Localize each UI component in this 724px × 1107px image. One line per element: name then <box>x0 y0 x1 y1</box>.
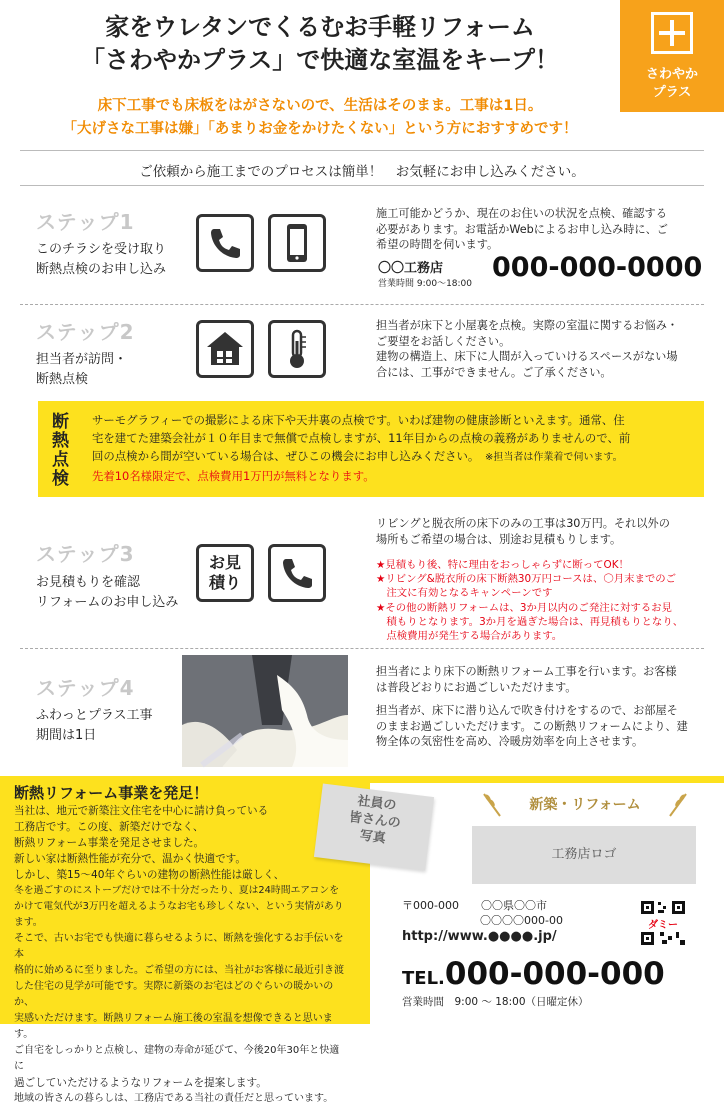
plus-icon <box>651 12 693 54</box>
phone-icon <box>196 214 254 272</box>
footer-business-hours: 営業時間 9:00 ～ 18:00（日曜定休） <box>402 996 589 1008</box>
business-banner: 新築・リフォーム <box>529 797 641 813</box>
thermometer-icon <box>268 320 326 378</box>
step-4-text-line: 担当者が、床下に潜り込んで吹き付けをするので、お部屋そ <box>376 704 678 717</box>
inspection-text: サーモグラフィーでの撮影による床下や天井裏の点検です。いわば建物の健康診断といえます。通常、住 宅を建てた建築会社が１０年目まで無償で点検しますが、11年目からの点検の義務がありませんので、前 回の点検から間が空いている場合は、ぜひこの機会にお申し込みください。 ※担当者は作業着で伺います。 先着10名様限定で、点検費用1万円が無料となります。 <box>92 411 696 485</box>
step-2-desc-line-2: 断熱点検 <box>36 372 89 387</box>
step-1-text-line: 希望の時間を伺います。 <box>376 238 499 251</box>
step-2-text-line: 担当者が床下と小屋裏を点検。実際の室温に関するお悩み・ <box>376 319 679 332</box>
subheadline-line-1: 床下工事でも床板をはがさないので、生活はそのまま。工事は1日。 <box>97 98 543 114</box>
company-section-title: 断熱リフォーム事業を発足！ <box>14 784 209 802</box>
qr-dummy-label: ダミー <box>640 916 686 931</box>
step-1-desc-line-2: 断熱点検のお申し込み <box>36 262 167 277</box>
step-3-title: ステップ3 <box>36 542 135 566</box>
step-4-text-line: 物全体の気密性を高め、冷暖房効率を向上させます。 <box>376 735 644 748</box>
phone-icon <box>268 544 326 602</box>
wheat-icon <box>666 790 690 818</box>
step-4-text-line: は普段どおりにお過ごしいただけます。 <box>376 680 577 694</box>
inspection-note: ※担当者は作業着で伺います。 <box>485 452 623 463</box>
website-link[interactable]: http://www.●●●●.jp/ <box>402 929 557 944</box>
step-3-note: 注文に有効となるキャンペーンです <box>376 587 553 600</box>
step-4-title: ステップ4 <box>36 676 135 700</box>
step-2-text-line: ご要望をお話しください。 <box>376 334 511 348</box>
step-3-note: 点検費用が発生する場合があります。 <box>376 630 563 643</box>
step-3-note: 積もりとなります。3か月を過ぎた場合は、再見積もりとなり、 <box>376 615 684 628</box>
main-phone[interactable]: TEL.000-000-000 <box>402 956 665 992</box>
step-4-desc-line-2: 期間は1日 <box>36 728 97 743</box>
spray-foam-photo <box>182 655 348 767</box>
step-4-desc-line-1: ふわっとプラス工事 <box>36 708 153 723</box>
step-3-desc-line-1: お見積もりを確認 <box>36 575 141 590</box>
address: 〒000-000 〇〇県〇〇市 〇〇〇〇000-00 <box>402 899 563 927</box>
estimate-icon: お見 積り <box>196 544 254 602</box>
inspection-offer: 先着10名様限定で、点検費用1万円が無料となります。 <box>92 469 375 483</box>
divider <box>20 648 704 649</box>
step-1-text-line: 必要があります。お電話かWebによるお申し込み時に、ご <box>376 222 668 236</box>
step-1-desc-line-1: このチラシを受け取り <box>36 242 167 257</box>
headline-line-1: 家をウレタンでくるむお手軽リフォーム <box>105 13 535 41</box>
step-3-desc-line-2: リフォームのお申し込み <box>36 595 179 610</box>
business-hours: 営業時間 9:00～18:00 <box>378 279 473 289</box>
step-4-text-line: 担当者により床下の断熱リフォーム工事を行います。お客様 <box>376 665 677 678</box>
step-2-text-line: 建物の構造上、床下に人間が入っていけるスペースがない場 <box>376 350 678 363</box>
qr-code[interactable] <box>640 900 686 946</box>
step-2-title: ステップ2 <box>36 320 135 344</box>
house-icon <box>196 320 254 378</box>
company-logo-placeholder: 工務店ロゴ <box>472 826 696 884</box>
step-3-text-line: 場所もご希望の場合は、別途お見積もりします。 <box>376 532 622 546</box>
step-3-text-line: リビングと脱衣所の床下のみの工事は30万円。それ以外の <box>376 517 670 530</box>
headline-line-2: 「さわやかプラス」で快適な室温をキープ！ <box>80 46 560 74</box>
inspection-label: 断 熱 点 検 <box>52 412 69 489</box>
staff-photo-placeholder: 社員の 皆さんの 写真 <box>314 783 434 870</box>
divider <box>20 304 704 305</box>
badge-label-2: プラス <box>652 85 692 100</box>
divider <box>20 150 704 151</box>
step-3-note: ★見積もり後、特に理由をおっしゃらずに断ってOK！ <box>376 559 629 571</box>
step-4-text-line: のままお過ごしいただけます。この断熱リフォームにより、建 <box>376 719 688 733</box>
phone-number[interactable]: 000-000-0000 <box>492 252 703 283</box>
company-name: 〇〇工務店 <box>378 261 444 276</box>
step-1-title: ステップ1 <box>36 210 135 234</box>
step-3-note: ★リビング&脱衣所の床下断熱30万円コースは、〇月末までのご <box>376 573 677 586</box>
subheadline-line-2: 「大げさな工事は嫌」「あまりお金をかけたくない」という方におすすめです！ <box>62 121 578 137</box>
process-intro: ご依頼から施工までのプロセスは簡単！ お気軽にお申し込みください。 <box>139 164 585 180</box>
badge-label-1: さわやか <box>645 67 698 82</box>
divider <box>20 185 704 186</box>
step-1-text-line: 施工可能かどうか、現在のお住いの状況を点検、確認する <box>376 207 667 220</box>
step-2-text-line: 合には、工事ができません。ご了承ください。 <box>376 365 612 379</box>
step-2-desc-line-1: 担当者が訪問・ <box>36 352 128 367</box>
brand-badge <box>620 0 724 112</box>
step-3-note: ★その他の断熱リフォームは、3か月以内のご発注に対するお見 <box>376 601 672 614</box>
company-section-body: 当社は、地元で新築注文住宅を中心に請け負っている 工務店です。この度、新築だけでなく、 断熱リフォーム事業を発足させました。 新しい家は断熱性能が充分で、温かく快適です。 しかし、築15～40年ぐらいの建物の断熱性能は厳しく、 冬を過ごすのにストーブだけでは不十分だったり、夏は24時間エアコンを かけて電気代が3万円を超えるようなお宅も珍しくない、という実情があります。 そこで、古いお宅でも快適に暮らせるように、断熱を強化するお手伝いを本 格的に始めるに至りました。ご希望の方には、当社がお客様に最近引き渡 した住宅の見学が可能です。実際に新築のお宅はどのぐらいの暖かいのか、 実感いただけます。断熱リフォーム施工後の室温を想像できると思います。 ご自宅をしっかりと点検し、建物の寿命が延びて、今後20年30年と快適に 過ごしていただけるようなリフォームを提案します。 地域の皆さんの暮らしは、工務店である当社の責任だと思っています。 <box>14 805 344 1104</box>
smartphone-icon <box>268 214 326 272</box>
